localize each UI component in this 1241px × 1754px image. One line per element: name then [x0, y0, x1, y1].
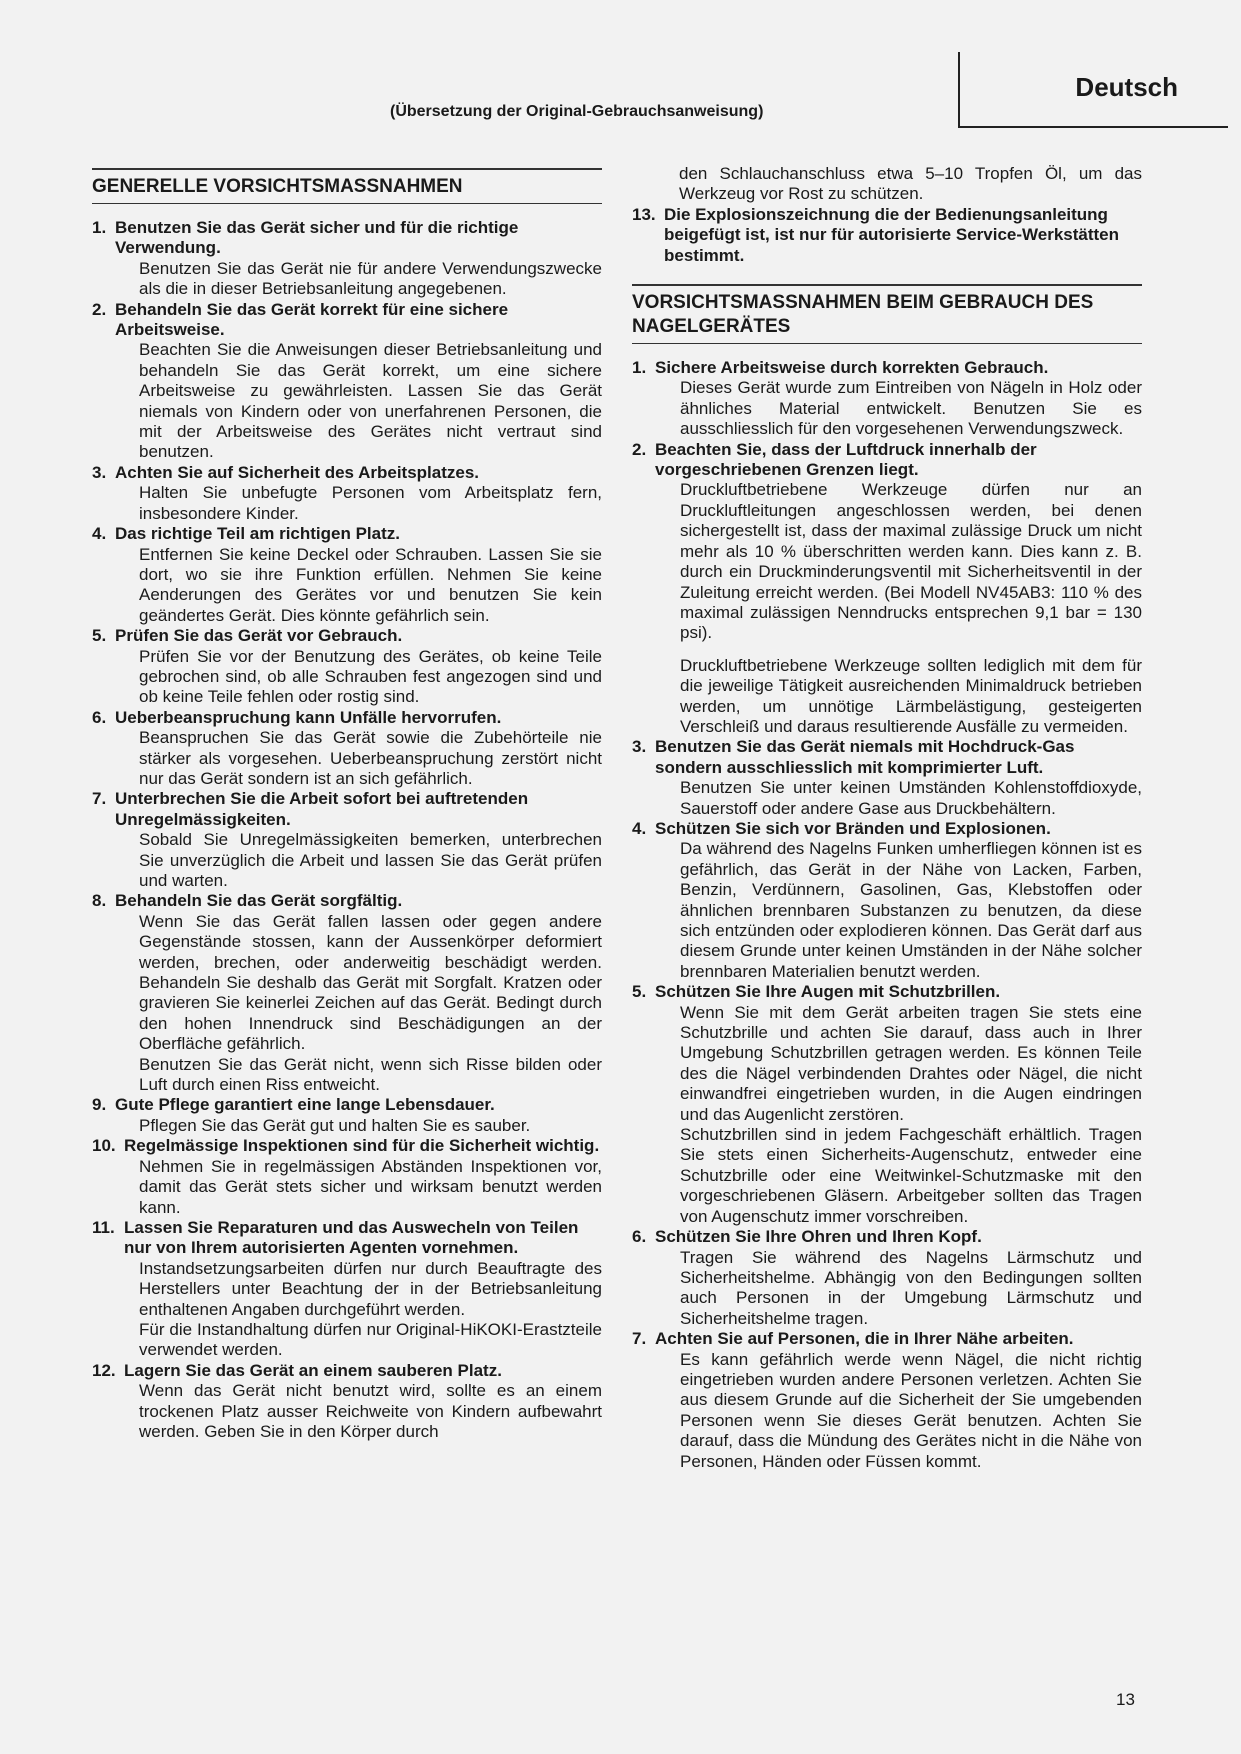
item-title: 8. Behandeln Sie das Gerät sorgfältig. [92, 891, 403, 911]
list-item [92, 1361, 602, 1443]
language-label: Deutsch [1075, 72, 1178, 102]
item-body: Entfernen Sie keine Deckel oder Schrauben. Lassen Sie sie dort, wo sie ihre Funktion erfüllen. Nehmen Sie keine Aenderungen des Gerätes vor und benutzen Sie kein geändertes Gerät. Dies könnte gefährlich sein. [139, 544, 602, 625]
item-body: Da während des Nagelns Funken umherfliegen können ist es gefährlich, das Gerät in der Nähe von Lacken, Farben, Benzin, Verdünnern, Gasolinen, Gas, Klebstoffen oder ähnlichen brennbaren Substanzen zu benutzen, da diese sich entzünden oder explodieren können. Das Gerät darf aus diesem Grunde unter keinen Umständen in der Nähe solcher brennbaren Materialien benutzt werden. [680, 839, 1142, 981]
list-item [632, 1227, 1142, 1329]
left-column [92, 168, 602, 1442]
item-title: 7. Unterbrechen Sie die Arbeit sofort bei auftretenden Unregelmässigkeiten. [92, 789, 529, 829]
item-body: Pflegen Sie das Gerät gut und halten Sie es sauber. [139, 1115, 531, 1135]
right-column [632, 164, 1142, 1472]
list-item [632, 440, 1142, 738]
item-title: 7. Achten Sie auf Personen, die in Ihrer Nähe arbeiten. [632, 1329, 1074, 1349]
language-box [958, 52, 1228, 128]
item-body: Wenn Sie mit dem Gerät arbeiten tragen Sie stets eine Schutzbrille und achten Sie darauf, dass auch in Ihrer Umgebung Schutzbrillen getragen werden. Es können Teile des die Nägel verbindenden Drahtes oder Nägel, die nicht einwandfrei eingetrieben wurden, in die Augen eindringen und das Augenlicht zerstören. Schutzbrillen sind in jedem Fachgeschäft erhältlich. Tragen Sie stets einen Sicherheits-Augenschutz, entweder eine Schutzbrille oder eine Weitwinkel-Schutzmaske mit den vorgeschriebenen Gläsern. Arbeitgeber sollten das Tragen von Augenschutz immer vorschreiben. [680, 1002, 1142, 1226]
item-body: Prüfen Sie vor der Benutzung des Gerätes, ob keine Teile gebrochen sind, ob alle Schrauben fest angezogen sind und ob keine Teile fehlen oder rostig sind. [139, 646, 602, 707]
item-body: Dieses Gerät wurde zum Eintreiben von Nägeln in Holz oder ähnliches Material entwickelt. Benutzen Sie es ausschliesslich für den vorgesehenen Verwendungszweck. [680, 378, 1142, 439]
item-body: Benutzen Sie unter keinen Umständen Kohlenstoffdioxyde, Sauerstoff oder andere Gase aus Druckbehältern. [680, 778, 1142, 818]
list-item [92, 218, 602, 300]
item-title: 3. Benutzen Sie das Gerät niemals mit Hochdruck-Gas sondern ausschliesslich mit komprimierter Luft. [632, 737, 1075, 777]
item-body: Druckluftbetriebene Werkzeuge dürfen nur an Druckluftleitungen angeschlossen werden, bei denen sichergestellt ist, dass der maximal zulässige Druck um nicht mehr als 10 % überschritten werden kann. Dies kann z. B. durch ein Druckminderungsventil mit Sicherheitsventil in der Zuleitung erreicht werden. (Bei Modell NV45AB3: 110 % des maximal zulässigen Nenndrucks entsprechen 9,1 bar = 130 psi). Druckluftbetriebene Werkzeuge sollten lediglich mit dem für die jeweilige Tätigkeit ausreichenden Minimaldruck betrieben werden, um unnötige Lärmbelästigung, gesteigerten Verschleiß und daraus resultierende Ausfälle zu vermeiden. [680, 480, 1142, 736]
item-title: 1. Benutzen Sie das Gerät sicher und für die richtige Verwendung. [92, 218, 519, 258]
list-item [632, 358, 1142, 440]
section-title-nailer: VORSICHTSMASSNAHMEN BEIM GEBRAUCH DES NAGELGERÄTES [632, 284, 1142, 344]
list-item [632, 205, 1142, 266]
item-body: Nehmen Sie in regelmässigen Abständen Inspektionen vor, damit das Gerät stets sicher und wirksam benutzt werden kann. [139, 1156, 602, 1217]
continued-text: den Schlauchanschluss etwa 5–10 Tropfen Öl, um das Werkzeug vor Rost zu schützen. [679, 164, 1142, 204]
item-body: Halten Sie unbefugte Personen vom Arbeitsplatz fern, insbesondere Kinder. [139, 483, 602, 523]
item-title: 10. Regelmässige Inspektionen sind für die Sicherheit wichtig. [92, 1136, 600, 1156]
list-item [632, 1329, 1142, 1472]
list-item [92, 524, 602, 626]
item-body: Wenn Sie das Gerät fallen lassen oder gegen andere Gegenstände stossen, kann der Aussenkörper deformiert werden, brechen, oder anderweitig beschädigt werden. Behandeln Sie deshalb das Gerät mit Sorgfalt. Kratzen oder gravieren Sie keinerlei Zeichen auf das Gerät. Bedingt durch den hohen Innendruck sind Beschädigungen an der Oberfläche gefährlich. Benutzen Sie das Gerät nicht, wenn sich Risse bilden oder Luft durch einen Riss entweicht. [139, 911, 602, 1095]
list-item [92, 789, 602, 891]
item-title: 4. Das richtige Teil am richtigen Platz. [92, 524, 400, 544]
item-body: Wenn das Gerät nicht benutzt wird, sollte es an einem trockenen Platz ausser Reichweite von Kindern aufbewahrt werden. Geben Sie in den Körper durch [139, 1381, 602, 1441]
item-body: Beanspruchen Sie das Gerät sowie die Zubehörteile nie stärker als vorgesehen. Ueberbeanspruchung zerstört nicht nur das Gerät sondern ist an sich gefährlich. [139, 728, 602, 788]
list-item [92, 300, 602, 463]
item-body: Sobald Sie Unregelmässigkeiten bemerken, unterbrechen Sie unverzüglich die Arbeit und lassen Sie das Gerät prüfen und warten. [139, 830, 602, 890]
item-body: Tragen Sie während des Nagelns Lärmschutz und Sicherheitshelme. Abhängig von den Bedingungen sollten auch Personen in der Umgebung Lärmschutz und Sicherheitshelme tragen. [680, 1247, 1142, 1328]
document-subtitle: (Übersetzung der Original-Gebrauchsanweisung) [390, 103, 764, 120]
item-title: 2. Behandeln Sie das Gerät korrekt für eine sichere Arbeitsweise. [92, 299, 509, 340]
item-title: 5. Schützen Sie Ihre Augen mit Schutzbrillen. [632, 982, 1001, 1002]
item-body: Beachten Sie die Anweisungen dieser Betriebsanleitung und behandeln Sie das Gerät korrekt, um eine sichere Arbeitsweise zu gewährleisten. Lassen Sie das Gerät niemals von Kindern oder von unerfahrenen Personen, die mit der Arbeitsweise des Gerätes nicht vertraut sind benutzen. [139, 340, 602, 462]
item-title: 3. Achten Sie auf Sicherheit des Arbeitsplatzes. [92, 462, 480, 482]
list-item [632, 819, 1142, 982]
item-title: 12. Lagern Sie das Gerät an einem sauberen Platz. [92, 1360, 502, 1380]
list-item [92, 626, 602, 708]
item-body: Es kann gefährlich werde wenn Nägel, die nicht richtig eingetrieben wurden andere Personen verletzen. Achten Sie aus diesem Grunde auf die Sicherheit der Sie umgebenden Personen wenn Sie dieses Gerät benutzen. Achten Sie darauf, dass die Mündung des Gerätes nicht in die Nähe von Personen, Händen oder Füssen kommt. [680, 1349, 1142, 1471]
item-title: 4. Schützen Sie sich vor Bränden und Explosionen. [632, 818, 1051, 838]
item-title: 6. Ueberbeanspruchung kann Unfälle hervorrufen. [92, 707, 502, 727]
item-body: Instandsetzungsarbeiten dürfen nur durch Beauftragte des Herstellers unter Beachtung der in der Betriebsanleitung enthaltenen Angaben durchgeführt werden. Für die Instandhaltung dürfen nur Original-HiKOKI-Erastzteile verwendet werden. [139, 1258, 602, 1360]
list-item [92, 891, 602, 1095]
list-item [632, 737, 1142, 819]
section-title-general: GENERELLE VORSICHTSMASSNAHMEN [92, 168, 602, 204]
list-item [92, 1095, 602, 1136]
list-item [92, 1218, 602, 1361]
list-item [632, 982, 1142, 1227]
item-title: 1. Sichere Arbeitsweise durch korrekten Gebrauch. [632, 358, 1049, 378]
item-title: 6. Schützen Sie Ihre Ohren und Ihren Kopf. [632, 1227, 982, 1247]
item-title: 2. Beachten Sie, dass der Luftdruck innerhalb der vorgeschriebenen Grenzen liegt. [632, 439, 1037, 480]
list-item [92, 1136, 602, 1218]
page-number: 13 [1116, 1690, 1135, 1709]
list-item [92, 708, 602, 790]
item-body: Benutzen Sie das Gerät nie für andere Verwendungszwecke als die in dieser Betriebsanleitung angegebenen. [139, 258, 602, 299]
item-title: 9. Gute Pflege garantiert eine lange Lebensdauer. [92, 1095, 495, 1115]
item-title: 11. Lassen Sie Reparaturen und das Auswecheln von Teilen nur von Ihrem autorisierten Agenten vornehmen. [92, 1217, 579, 1258]
list-item [92, 463, 602, 524]
item-title: 5. Prüfen Sie das Gerät vor Gebrauch. [92, 626, 403, 646]
item-title: 13. Die Explosionszeichnung die der Bedienungsanleitung beigefügt ist, ist nur für autorisierte Service-Werkstätten bestimmt. [632, 204, 1120, 265]
